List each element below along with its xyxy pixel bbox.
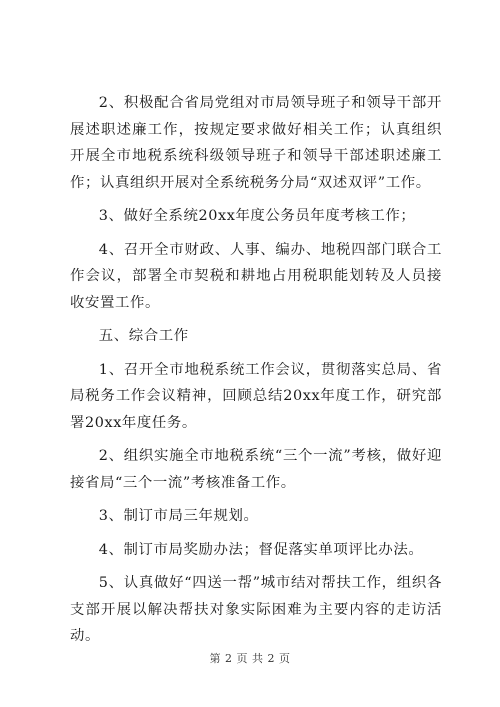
paragraph-item-3: 3、做好全系统20xx年度公务员年度考核工作； — [98, 208, 416, 224]
section-paragraph-3: 3、制订市局三年规划。 — [98, 508, 259, 524]
section-paragraph-4: 4、制订市局奖励办法；督促落实单项评比办法。 — [98, 541, 424, 558]
section-paragraph-2: 2、组织实施全市地税系统“三个一流”考核，做好迎接省局“三个一流”考核准备工作。 — [70, 448, 442, 491]
paragraph-item-2: 2、积极配合省局党组对市局领导班子和领导干部开展述职述廉工作，按规定要求做好相关工作；认真组织开展全市地税系统科级领导班子和领导干部述职述廉工作；认真组织开展对全系统税务分局“双述双评”工作。 — [70, 95, 442, 191]
page-footer: 第 2 页 共 2 页 — [209, 652, 291, 665]
section-paragraph-5: 5、认真做好“四送一帮”城市结对帮扶工作，组织各支部开展以解决帮扶对象实际困难为主要内容的走访活动。 — [70, 575, 442, 644]
section-paragraph-1: 1、召开全市地税系统工作会议，贯彻落实总局、省局税务工作会议精神，回顾总结20xx年度工作，研究部署20xx年度任务。 — [70, 361, 442, 431]
section-heading: 五、综合工作 — [98, 328, 189, 344]
paragraph-item-4: 4、召开全市财政、人事、编办、地税四部门联合工作会议，部署全市契税和耕地占用税职能划转及人员接收安置工作。 — [70, 241, 442, 311]
document-body — [70, 90, 442, 657]
